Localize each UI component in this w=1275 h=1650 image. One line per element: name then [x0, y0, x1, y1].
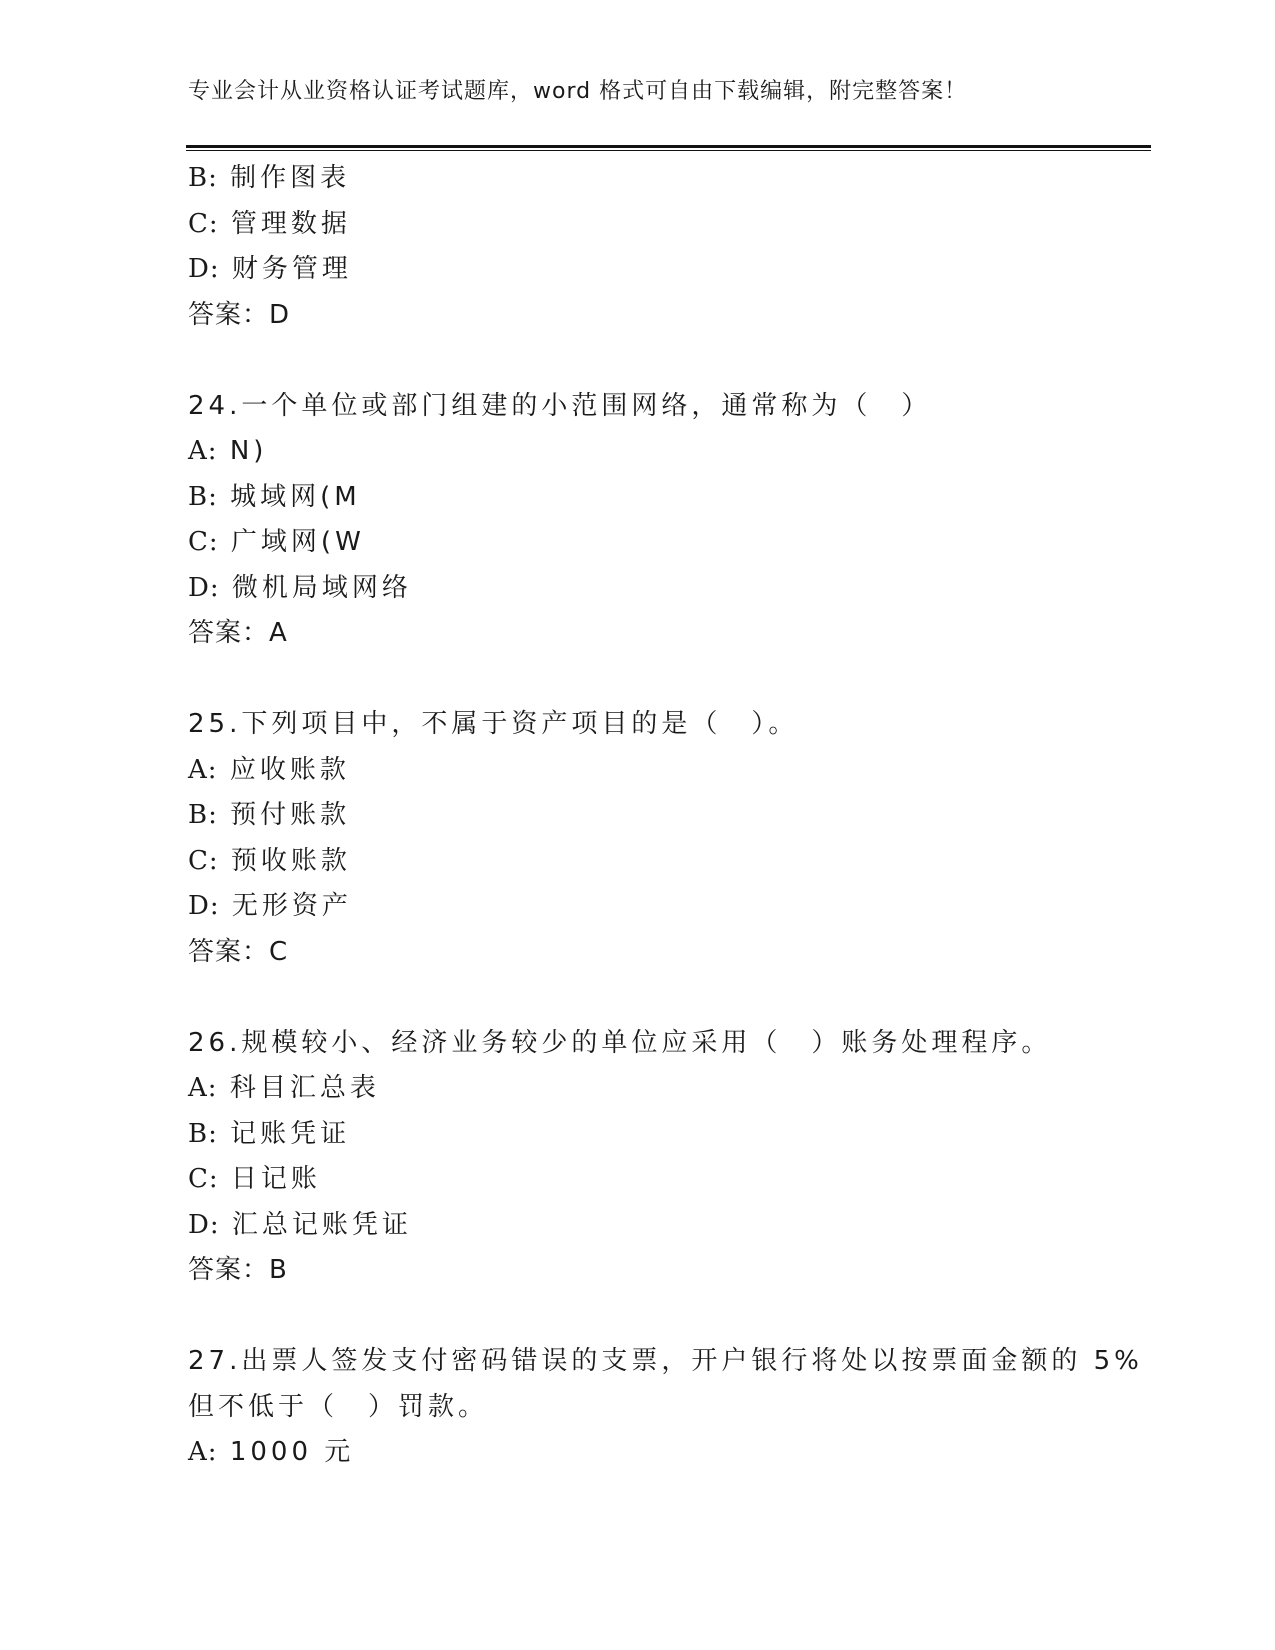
- option-line: [188, 1066, 1148, 1112]
- option-key: B:: [188, 481, 218, 512]
- option-text: N): [229, 436, 268, 466]
- option-line: [188, 1157, 1148, 1203]
- answer-line: 答案：D: [188, 299, 291, 330]
- option-key: A:: [188, 1073, 218, 1103]
- option-key: B:: [188, 163, 218, 193]
- option-line: [188, 156, 1148, 202]
- option-key: D:: [188, 1209, 220, 1240]
- option-text: 记账凭证: [230, 1118, 351, 1149]
- question-stem: 25.下列项目中，不属于资产项目的是（ ）。: [188, 709, 799, 739]
- option-line: [188, 1203, 1148, 1249]
- option-line: [188, 247, 1148, 293]
- question-stem: 27.出票人签发支付密码错误的支票，开户银行将处以按票面金额的 5%: [188, 1346, 1143, 1376]
- option-key: C:: [188, 208, 219, 239]
- page-header: 专业会计从业资格认证考试题库，word 格式可自由下载编辑，附完整答案！: [188, 79, 968, 104]
- option-line: [188, 1430, 1148, 1476]
- spacer: [188, 338, 1148, 384]
- header-rule-thin: [186, 150, 1151, 151]
- option-key: A:: [188, 1437, 218, 1467]
- option-line: [188, 839, 1148, 885]
- option-key: A:: [188, 436, 218, 466]
- question-stem: 24.一个单位或部门组建的小范围网络，通常称为（ ）: [188, 390, 932, 421]
- option-key: C:: [188, 845, 219, 876]
- option-line: [188, 202, 1148, 248]
- option-key: D:: [188, 572, 220, 603]
- spacer: [188, 657, 1148, 703]
- question-stem: 26.规模较小、经济业务较少的单位应采用（ ）账务处理程序。: [188, 1027, 1052, 1058]
- answer-line: 答案：C: [188, 936, 289, 967]
- option-text: 应收账款: [229, 754, 350, 785]
- question-stem-continued: 但不低于（ ）罚款。: [188, 1391, 489, 1422]
- option-key: B:: [188, 800, 218, 830]
- answer-line: 答案：B: [188, 1255, 288, 1285]
- option-text: 微机局域网络: [231, 572, 412, 603]
- option-text: 日记账: [230, 1164, 321, 1194]
- option-key: D:: [188, 891, 220, 921]
- option-line: [188, 884, 1148, 930]
- option-text: 无形资产: [231, 891, 352, 921]
- option-text: 管理数据: [230, 208, 351, 239]
- option-key: C:: [188, 1164, 219, 1194]
- header-rule-thick: [186, 145, 1151, 148]
- option-line: [188, 748, 1148, 794]
- option-line: [188, 475, 1148, 521]
- option-text: 财务管理: [231, 254, 352, 284]
- option-line: [188, 793, 1148, 839]
- option-line: [188, 429, 1148, 475]
- option-key: C:: [188, 527, 219, 557]
- question-list: [188, 156, 1148, 1476]
- option-key: B:: [188, 1118, 218, 1149]
- option-key: D:: [188, 254, 220, 284]
- option-text: 科目汇总表: [229, 1073, 380, 1103]
- option-key: A:: [188, 754, 218, 785]
- option-line: [188, 520, 1148, 566]
- option-text: 汇总记账凭证: [231, 1209, 412, 1240]
- option-text: 预收账款: [230, 845, 351, 876]
- spacer: [188, 1294, 1148, 1340]
- option-line: [188, 566, 1148, 612]
- option-text: 制作图表: [230, 163, 351, 193]
- option-text: 1000 元: [229, 1437, 355, 1467]
- answer-line: 答案：A: [188, 618, 288, 648]
- option-text: 广域网(W: [230, 527, 365, 557]
- option-text: 预付账款: [230, 800, 351, 830]
- option-text: 城域网(M: [230, 481, 361, 512]
- option-line: [188, 1112, 1148, 1158]
- spacer: [188, 975, 1148, 1021]
